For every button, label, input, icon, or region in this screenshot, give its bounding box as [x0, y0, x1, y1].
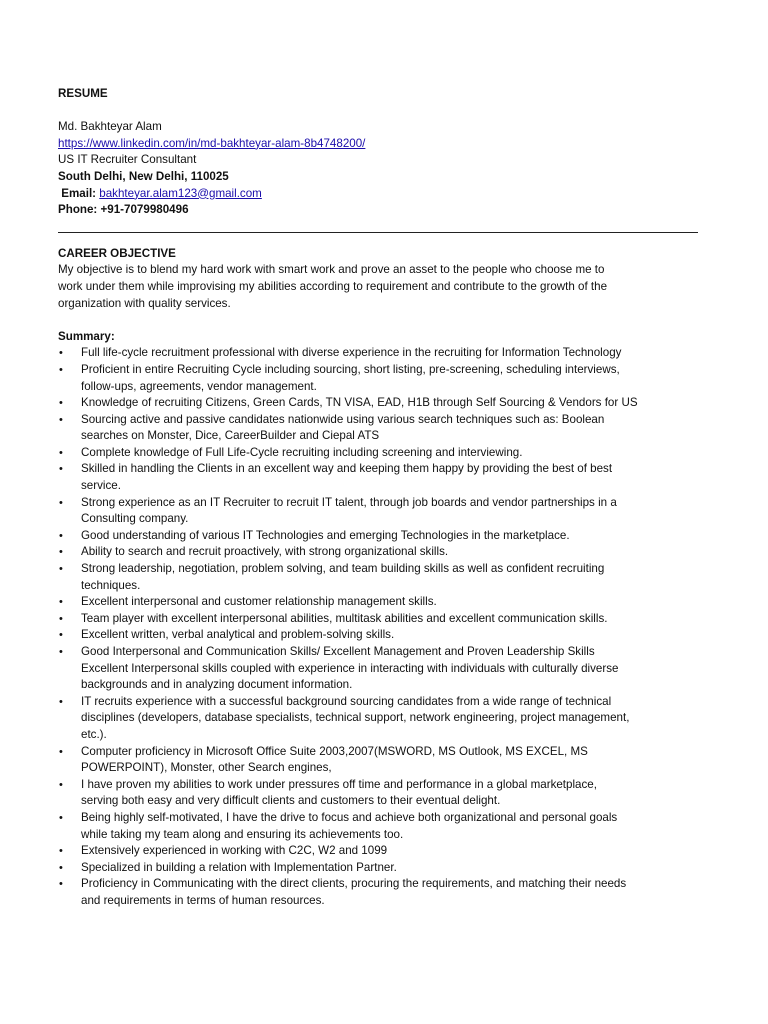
bullet-icon: •: [59, 778, 63, 791]
summary-item: [58, 395, 708, 412]
summary-item: [58, 412, 708, 445]
summary-item-text: while taking my team along and ensuring its achievements too.: [81, 827, 404, 841]
job-role: US IT Recruiter Consultant: [58, 153, 197, 167]
summary-item-text: Proficient in entire Recruiting Cycle including sourcing, short listing, pre-screening, scheduling interviews,: [81, 362, 620, 376]
summary-item: [58, 461, 708, 494]
bullet-icon: •: [59, 612, 63, 625]
summary-item-text: Extensively experienced in working with C2C, W2 and 1099: [81, 844, 388, 858]
bullet-icon: •: [59, 397, 63, 410]
summary-item: [58, 445, 708, 462]
summary-heading: Summary:: [58, 329, 115, 343]
summary-item-text: techniques.: [81, 578, 141, 592]
summary-item-text: POWERPOINT), Monster, other Search engines,: [81, 761, 332, 775]
bullet-icon: •: [59, 596, 63, 609]
summary-item-text: I have proven my abilities to work under pressures off time and performance in a global marketplace,: [81, 777, 597, 791]
summary-item-text: Excellent interpersonal and customer relationship management skills.: [81, 595, 437, 609]
summary-item-text: disciplines (developers, database specialists, technical support, network engineering, project management,: [81, 711, 630, 725]
bullet-icon: •: [59, 845, 63, 858]
summary-item: [58, 860, 708, 877]
summary-item-text: Good understanding of various IT Technologies and emerging Technologies in the marketplace.: [81, 528, 570, 542]
summary-item-text: Knowledge of recruiting Citizens, Green Cards, TN VISA, EAD, H1B through Self Sourcing & Vendors for US: [81, 396, 638, 410]
bullet-icon: •: [59, 413, 63, 426]
summary-item-text: follow-ups, agreements, vendor management.: [81, 379, 317, 393]
summary-item-text: etc.).: [81, 727, 107, 741]
bullet-icon: •: [59, 745, 63, 758]
summary-item-text: Sourcing active and passive candidates nationwide using various search techniques such as: Boolean: [81, 412, 605, 426]
summary-item: [58, 528, 708, 545]
spacer: [58, 312, 708, 329]
summary-item-text: backgrounds and in analyzing document information.: [81, 678, 353, 692]
address: South Delhi, New Delhi, 110025: [58, 169, 229, 183]
summary-item-text: Consulting company.: [81, 512, 189, 526]
candidate-name: Md. Bakhteyar Alam: [58, 120, 162, 134]
summary-item: [58, 561, 708, 594]
summary-item: [58, 876, 708, 909]
summary-item-text: Specialized in building a relation with Implementation Partner.: [81, 860, 397, 874]
bullet-icon: •: [59, 496, 63, 509]
summary-item: [58, 611, 708, 628]
summary-item: [58, 843, 708, 860]
summary-item-text: Skilled in handling the Clients in an excellent way and keeping them happy by providing the best of best: [81, 462, 613, 476]
summary-item-text: Good Interpersonal and Communication Skills/ Excellent Management and Proven Leadership Skills: [81, 645, 595, 658]
summary-item: [58, 345, 708, 362]
summary-item-text: searches on Monster, Dice, CareerBuilder and Ciepal ATS: [81, 429, 380, 443]
summary-item-text: service.: [81, 479, 121, 493]
summary-item-text: and requirements in terms of human resources.: [81, 893, 325, 907]
summary-item: [58, 594, 708, 611]
email-label: Email:: [61, 186, 97, 200]
summary-item: [58, 362, 708, 395]
bullet-icon: •: [59, 529, 63, 542]
phone: Phone: +91-7079980496: [58, 203, 189, 217]
summary-item-text: Ability to search and recruit proactively, with strong organizational skills.: [81, 545, 449, 559]
bullet-icon: •: [59, 347, 63, 360]
section-divider: [58, 232, 698, 233]
bullet-icon: •: [59, 695, 63, 708]
resume-title: RESUME: [58, 87, 108, 100]
summary-item: [58, 544, 708, 561]
objective-line: organization with quality services.: [58, 296, 231, 310]
career-objective-heading: CAREER OBJECTIVE: [58, 246, 176, 260]
bullet-icon: •: [59, 563, 63, 576]
bullet-icon: •: [59, 811, 63, 824]
email-link[interactable]: bakhteyar.alam123@gmail.com: [99, 186, 262, 200]
objective-line: work under them while improvising my abilities according to requirement and contribute to the growth of the: [58, 279, 608, 293]
summary-item: [58, 744, 708, 777]
bullet-icon: •: [59, 646, 63, 658]
linkedin-link[interactable]: https://www.linkedin.com/in/md-bakhteyar-alam-8b4748200/: [58, 136, 366, 150]
objective-line: My objective is to blend my hard work with smart work and prove an asset to the people who choose me to: [58, 263, 605, 277]
summary-item-text: IT recruits experience with a successful background sourcing candidates from a wide range of technical: [81, 694, 612, 708]
bullet-icon: •: [59, 629, 63, 642]
email-line: [58, 186, 708, 203]
bullet-icon: •: [59, 363, 63, 376]
summary-item: [58, 627, 708, 644]
bullet-icon: •: [59, 878, 63, 891]
summary-item-text: Complete knowledge of Full Life-Cycle recruiting including screening and interviewing.: [81, 445, 523, 459]
summary-item-text: Strong experience as an IT Recruiter to recruit IT talent, through job boards and vendor partnerships in a: [81, 495, 617, 509]
summary-item-text: Team player with excellent interpersonal abilities, multitask abilities and excellent communication skills.: [81, 611, 608, 625]
spacer: [58, 103, 708, 120]
bullet-icon: •: [59, 446, 63, 459]
summary-item-text: Strong leadership, negotiation, problem solving, and team building skills as well as confident recruiting: [81, 562, 605, 576]
summary-list: [58, 345, 708, 909]
career-objective-text: [58, 262, 706, 312]
summary-item: [58, 495, 708, 528]
bullet-icon: •: [59, 463, 63, 476]
summary-item: [58, 777, 708, 810]
summary-item: [58, 644, 708, 694]
summary-item: [58, 810, 708, 843]
summary-item-text: Proficiency in Communicating with the direct clients, procuring the requirements, and matching their needs: [81, 877, 627, 891]
summary-item-text: Computer proficiency in Microsoft Office Suite 2003,2007(MSWORD, MS Outlook, MS EXCEL, MS: [81, 744, 588, 758]
summary-item-text: Excellent written, verbal analytical and problem-solving skills.: [81, 628, 395, 642]
summary-item-text: Excellent Interpersonal skills coupled with experience in interacting with individuals with culturally diverse: [81, 661, 619, 675]
resume-page: [58, 86, 708, 910]
summary-item-text: serving both easy and very difficult clients and customers to their eventual delight.: [81, 794, 501, 808]
bullet-icon: •: [59, 861, 63, 874]
summary-item-text: Being highly self-motivated, I have the drive to focus and achieve both organizational and personal goals: [81, 810, 618, 824]
summary-item: [58, 694, 708, 744]
summary-item-text: Full life-cycle recruitment professional with diverse experience in the recruiting for Information Technology: [81, 346, 622, 360]
bullet-icon: •: [59, 546, 63, 559]
